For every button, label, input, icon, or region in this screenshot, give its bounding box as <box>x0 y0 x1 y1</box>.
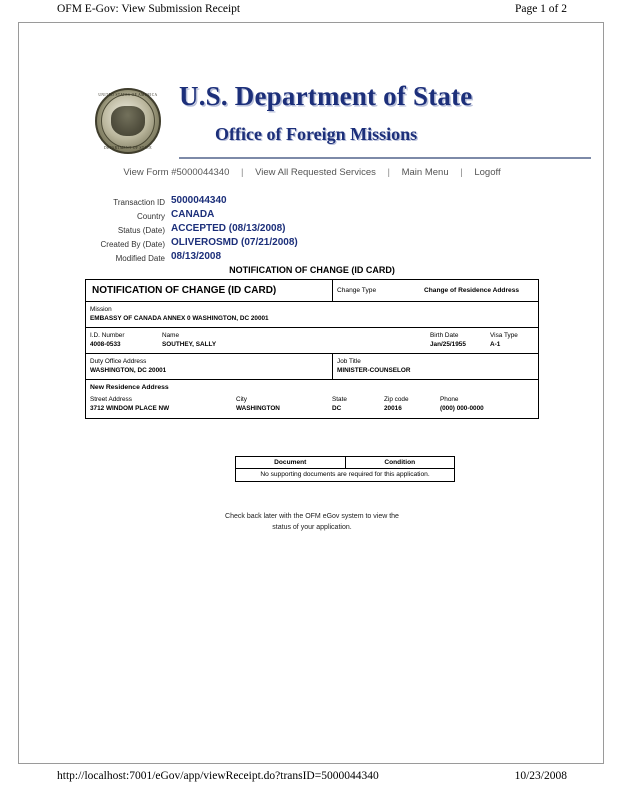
office-subtitle: Office of Foreign Missions <box>215 124 418 144</box>
state-value: DC <box>332 405 342 412</box>
job-title-value: MINISTER-COUNSELOR <box>337 367 411 374</box>
form-row-mission <box>86 302 538 328</box>
state-label: State <box>332 396 347 403</box>
navigation-bar <box>19 167 605 178</box>
zip-code-label: Zip code <box>384 396 409 403</box>
status-note <box>19 511 605 533</box>
masthead-title-block <box>179 81 599 145</box>
mission-value: EMBASSY OF CANADA ANNEX 0 WASHINGTON, DC 20001 <box>90 315 269 322</box>
masthead <box>19 53 605 163</box>
birth-date-cell <box>426 328 486 353</box>
meta-label: Country <box>136 212 165 221</box>
transaction-meta <box>19 195 605 265</box>
meta-value: ACCEPTED (08/13/2008) <box>171 223 286 234</box>
new-residence-values-row <box>90 404 534 413</box>
nav-link-logoff[interactable]: Logoff <box>474 167 501 178</box>
nav-link-view-all-requested-services[interactable]: View All Requested Services <box>255 167 376 178</box>
name-label: Name <box>162 332 180 339</box>
phone-value: (000) 000-0000 <box>440 405 484 412</box>
print-header-title: OFM E-Gov: View Submission Receipt <box>57 3 241 15</box>
new-residence-section-label: New Residence Address <box>90 384 169 391</box>
name-value: SOUTHEY, SALLY <box>162 341 217 348</box>
change-type-value: Change of Residence Address <box>424 287 520 294</box>
meta-value: OLIVEROSMD (07/21/2008) <box>171 237 298 248</box>
form-row-new-residence <box>86 380 538 418</box>
form-section-title: NOTIFICATION OF CHANGE (ID CARD) <box>229 265 395 275</box>
print-footer-url: http://localhost:7001/eGov/app/viewReceipt.do?transID=5000044340 <box>57 770 379 782</box>
status-note-line2: status of your application. <box>272 524 352 531</box>
meta-label: Status (Date) <box>117 226 165 235</box>
meta-row-country <box>19 209 605 223</box>
form-row-header <box>86 280 538 302</box>
duty-office-address-cell <box>86 354 332 379</box>
duty-office-address-value: WASHINGTON, DC 20001 <box>90 367 167 374</box>
supporting-documents-table <box>235 456 455 482</box>
seal-text-top: UNITED STATES OF AMERICA <box>98 93 158 97</box>
meta-value: 5000044340 <box>171 195 227 206</box>
meta-row-status <box>19 223 605 237</box>
seal-text-bottom: DEPARTMENT OF STATE <box>103 146 153 150</box>
print-header-pagenum: Page 1 of 2 <box>514 3 567 15</box>
visa-type-cell <box>486 328 538 353</box>
job-title-label: Job Title <box>337 358 361 365</box>
meta-row-modified-date <box>19 251 605 265</box>
meta-row-created-by <box>19 237 605 251</box>
visa-type-label: Visa Type <box>490 332 518 339</box>
seal-eagle-icon <box>111 106 145 136</box>
change-type-label: Change Type <box>332 280 420 301</box>
department-title: U.S. Department of State <box>179 81 473 111</box>
mission-label: Mission <box>90 306 112 313</box>
job-title-cell <box>332 354 538 379</box>
nav-separator: | <box>387 167 390 178</box>
masthead-divider <box>179 157 591 159</box>
documents-table-header <box>236 457 454 469</box>
meta-row-transaction-id <box>19 195 605 209</box>
meta-value: CANADA <box>171 209 215 220</box>
name-cell <box>158 328 426 353</box>
new-residence-cell <box>86 380 538 418</box>
nav-separator: | <box>241 167 244 178</box>
form-title: NOTIFICATION OF CHANGE (ID CARD) <box>92 285 277 296</box>
birth-date-value: Jan/25/1955 <box>430 341 466 348</box>
id-number-label: I.D. Number <box>90 332 125 339</box>
status-note-line1: Check back later with the OFM eGov system to view the <box>225 513 399 520</box>
meta-label: Created By (Date) <box>100 240 165 249</box>
city-value: WASHINGTON <box>236 405 280 412</box>
id-number-value: 4008-0533 <box>90 341 121 348</box>
notification-form-table <box>85 279 539 419</box>
zip-code-value: 20016 <box>384 405 402 412</box>
nav-separator: | <box>460 167 463 178</box>
id-number-cell <box>86 328 158 353</box>
meta-value: 08/13/2008 <box>171 251 222 262</box>
column-header-condition: Condition <box>384 459 416 466</box>
print-footer-date: 10/23/2008 <box>514 770 567 782</box>
street-address-value: 3712 WINDOM PLACE NW <box>90 405 170 412</box>
city-label: City <box>236 396 248 403</box>
meta-label: Transaction ID <box>113 198 165 207</box>
form-row-person <box>86 328 538 354</box>
new-residence-labels-row <box>90 395 534 404</box>
print-footer <box>0 770 622 790</box>
meta-label: Modified Date <box>115 254 165 263</box>
nav-link-view-form[interactable]: View Form #5000044340 <box>123 167 230 178</box>
page-content-frame <box>18 22 604 764</box>
nav-link-main-menu[interactable]: Main Menu <box>401 167 449 178</box>
street-address-label: Street Address <box>90 396 132 403</box>
print-header <box>0 0 622 22</box>
visa-type-value: A-1 <box>490 341 501 348</box>
birth-date-label: Birth Date <box>430 332 459 339</box>
department-seal-icon <box>95 88 161 154</box>
column-header-document: Document <box>236 457 346 468</box>
documents-table-message: No supporting documents are required for this application. <box>260 471 430 478</box>
form-row-duty <box>86 354 538 380</box>
mission-cell <box>86 302 538 327</box>
phone-label: Phone <box>440 396 459 403</box>
duty-office-address-label: Duty Office Address <box>90 358 147 365</box>
